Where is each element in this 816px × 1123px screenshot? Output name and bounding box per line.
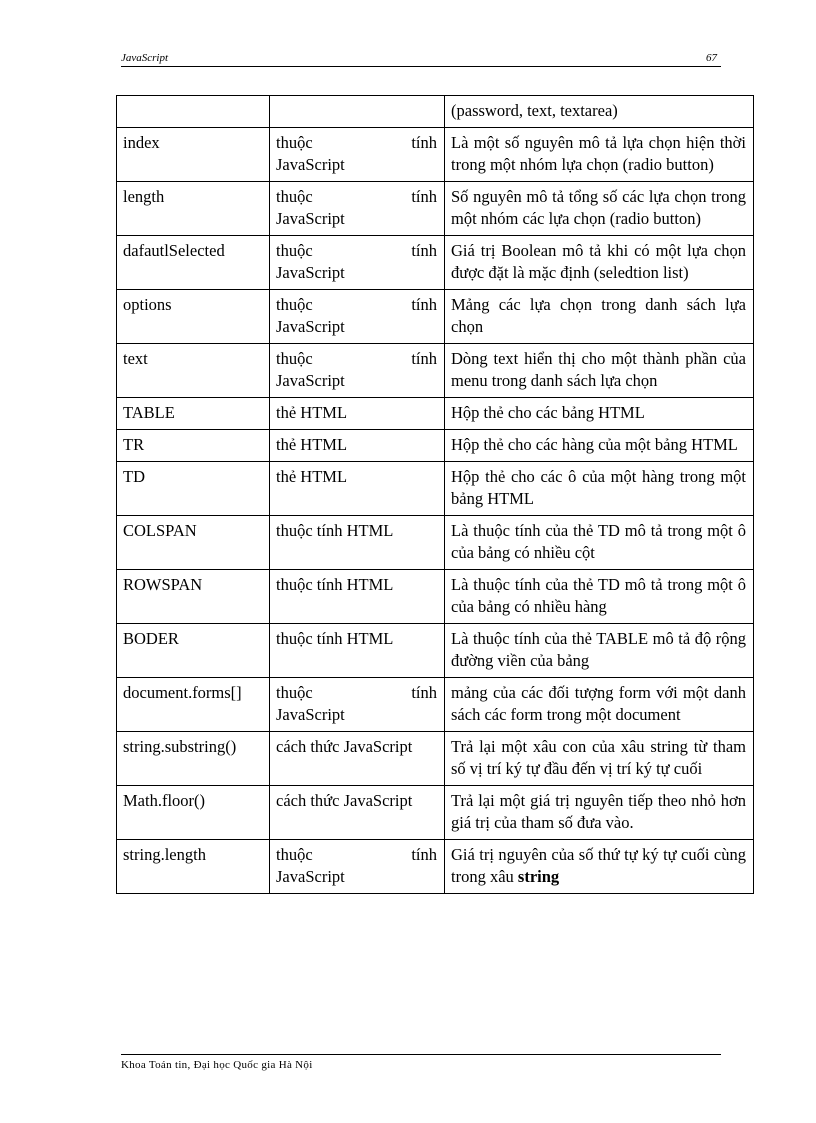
type-first-line [276, 132, 437, 154]
cell-type: thẻ HTML [270, 398, 445, 430]
cell-description: Hộp thẻ cho các ô của một hàng trong một bảng HTML [445, 462, 754, 516]
type-first-line [276, 844, 437, 866]
cell-description: Trả lại một xâu con của xâu string từ tham số vị trí ký tự đầu đến vị trí ký tự cuối [445, 732, 754, 786]
cell-name: Math.floor() [117, 786, 270, 840]
cell-name: ROWSPAN [117, 570, 270, 624]
reference-table [116, 95, 754, 894]
type-word: tính [411, 133, 437, 152]
cell-name: index [117, 128, 270, 182]
cell-type [270, 290, 445, 344]
cell-type [270, 840, 445, 894]
cell-name: document.forms[] [117, 678, 270, 732]
page-footer [121, 1054, 721, 1071]
cell-name: TR [117, 430, 270, 462]
type-second-line: JavaScript [276, 371, 345, 390]
cell-name: string.substring() [117, 732, 270, 786]
cell-type: thuộc tính HTML [270, 570, 445, 624]
cell-description: Mảng các lựa chọn trong danh sách lựa chọn [445, 290, 754, 344]
cell-type [270, 182, 445, 236]
cell-type [270, 678, 445, 732]
cell-description: Trả lại một giá trị nguyên tiếp theo nhỏ hơn giá trị của tham số đưa vào. [445, 786, 754, 840]
type-word: thuộc [276, 133, 313, 152]
type-second-line: JavaScript [276, 209, 345, 228]
page-header [121, 52, 721, 67]
table-row [117, 840, 754, 894]
table-row [117, 516, 754, 570]
cell-description: Giá trị Boolean mô tả khi có một lựa chọn được đặt là mặc định (seledtion list) [445, 236, 754, 290]
cell-type [270, 344, 445, 398]
table-row [117, 570, 754, 624]
table-row [117, 344, 754, 398]
table-row [117, 398, 754, 430]
cell-name [117, 96, 270, 128]
cell-type: cách thức JavaScript [270, 732, 445, 786]
cell-description: Hộp thẻ cho các hàng của một bảng HTML [445, 430, 754, 462]
type-word: tính [411, 683, 437, 702]
table-row [117, 786, 754, 840]
cell-type: thẻ HTML [270, 462, 445, 516]
type-first-line [276, 186, 437, 208]
cell-type: thuộc tính HTML [270, 624, 445, 678]
cell-name: COLSPAN [117, 516, 270, 570]
type-word: thuộc [276, 683, 313, 702]
cell-description: Là một số nguyên mô tả lựa chọn hiện thời trong một nhóm lựa chọn (radio button) [445, 128, 754, 182]
cell-type: cách thức JavaScript [270, 786, 445, 840]
cell-name: BODER [117, 624, 270, 678]
table-row [117, 290, 754, 344]
type-word: thuộc [276, 295, 313, 314]
cell-type [270, 128, 445, 182]
table-row [117, 732, 754, 786]
cell-description: Là thuộc tính của thẻ TABLE mô tả độ rộng đường viền của bảng [445, 624, 754, 678]
cell-type: thẻ HTML [270, 430, 445, 462]
type-word: tính [411, 349, 437, 368]
page-number: 67 [706, 52, 717, 64]
table-row [117, 128, 754, 182]
cell-name: dafautlSelected [117, 236, 270, 290]
type-first-line [276, 348, 437, 370]
type-word: tính [411, 241, 437, 260]
cell-description: Hộp thẻ cho các bảng HTML [445, 398, 754, 430]
type-word: tính [411, 187, 437, 206]
type-first-line [276, 682, 437, 704]
cell-name: options [117, 290, 270, 344]
table-row [117, 96, 754, 128]
table-row [117, 236, 754, 290]
footer-text: Khoa Toán tin, Đại học Quốc gia Hà Nội [121, 1059, 313, 1071]
cell-description: Là thuộc tính của thẻ TD mô tả trong một ô của bảng có nhiều hàng [445, 570, 754, 624]
type-first-line [276, 240, 437, 262]
type-word: tính [411, 845, 437, 864]
cell-type [270, 236, 445, 290]
cell-name: TABLE [117, 398, 270, 430]
type-first-line [276, 294, 437, 316]
cell-description [445, 840, 754, 894]
description-bold-term: string [517, 867, 560, 886]
type-word: thuộc [276, 241, 313, 260]
table-row [117, 430, 754, 462]
table-row [117, 462, 754, 516]
type-word: thuộc [276, 187, 313, 206]
type-word: thuộc [276, 845, 313, 864]
table-row [117, 624, 754, 678]
description-text: Giá trị nguyên của số thứ tự ký tự cuối cùng trong xâu [451, 845, 746, 886]
table-body [117, 96, 754, 894]
type-second-line: JavaScript [276, 155, 345, 174]
table-row [117, 678, 754, 732]
type-word: tính [411, 295, 437, 314]
type-second-line: JavaScript [276, 317, 345, 336]
cell-name: string.length [117, 840, 270, 894]
table-row [117, 182, 754, 236]
cell-description: mảng của các đối tượng form với một danh sách các form trong một document [445, 678, 754, 732]
cell-description: (password, text, textarea) [445, 96, 754, 128]
cell-type: thuộc tính HTML [270, 516, 445, 570]
header-title: JavaScript [121, 52, 169, 64]
cell-name: text [117, 344, 270, 398]
cell-type [270, 96, 445, 128]
cell-description: Là thuộc tính của thẻ TD mô tả trong một ô của bảng có nhiều cột [445, 516, 754, 570]
type-second-line: JavaScript [276, 263, 345, 282]
cell-name: TD [117, 462, 270, 516]
type-second-line: JavaScript [276, 705, 345, 724]
cell-description: Số nguyên mô tả tổng số các lựa chọn trong một nhóm các lựa chọn (radio button) [445, 182, 754, 236]
cell-description: Dòng text hiển thị cho một thành phần của menu trong danh sách lựa chọn [445, 344, 754, 398]
type-second-line: JavaScript [276, 867, 345, 886]
type-word: thuộc [276, 349, 313, 368]
cell-name: length [117, 182, 270, 236]
